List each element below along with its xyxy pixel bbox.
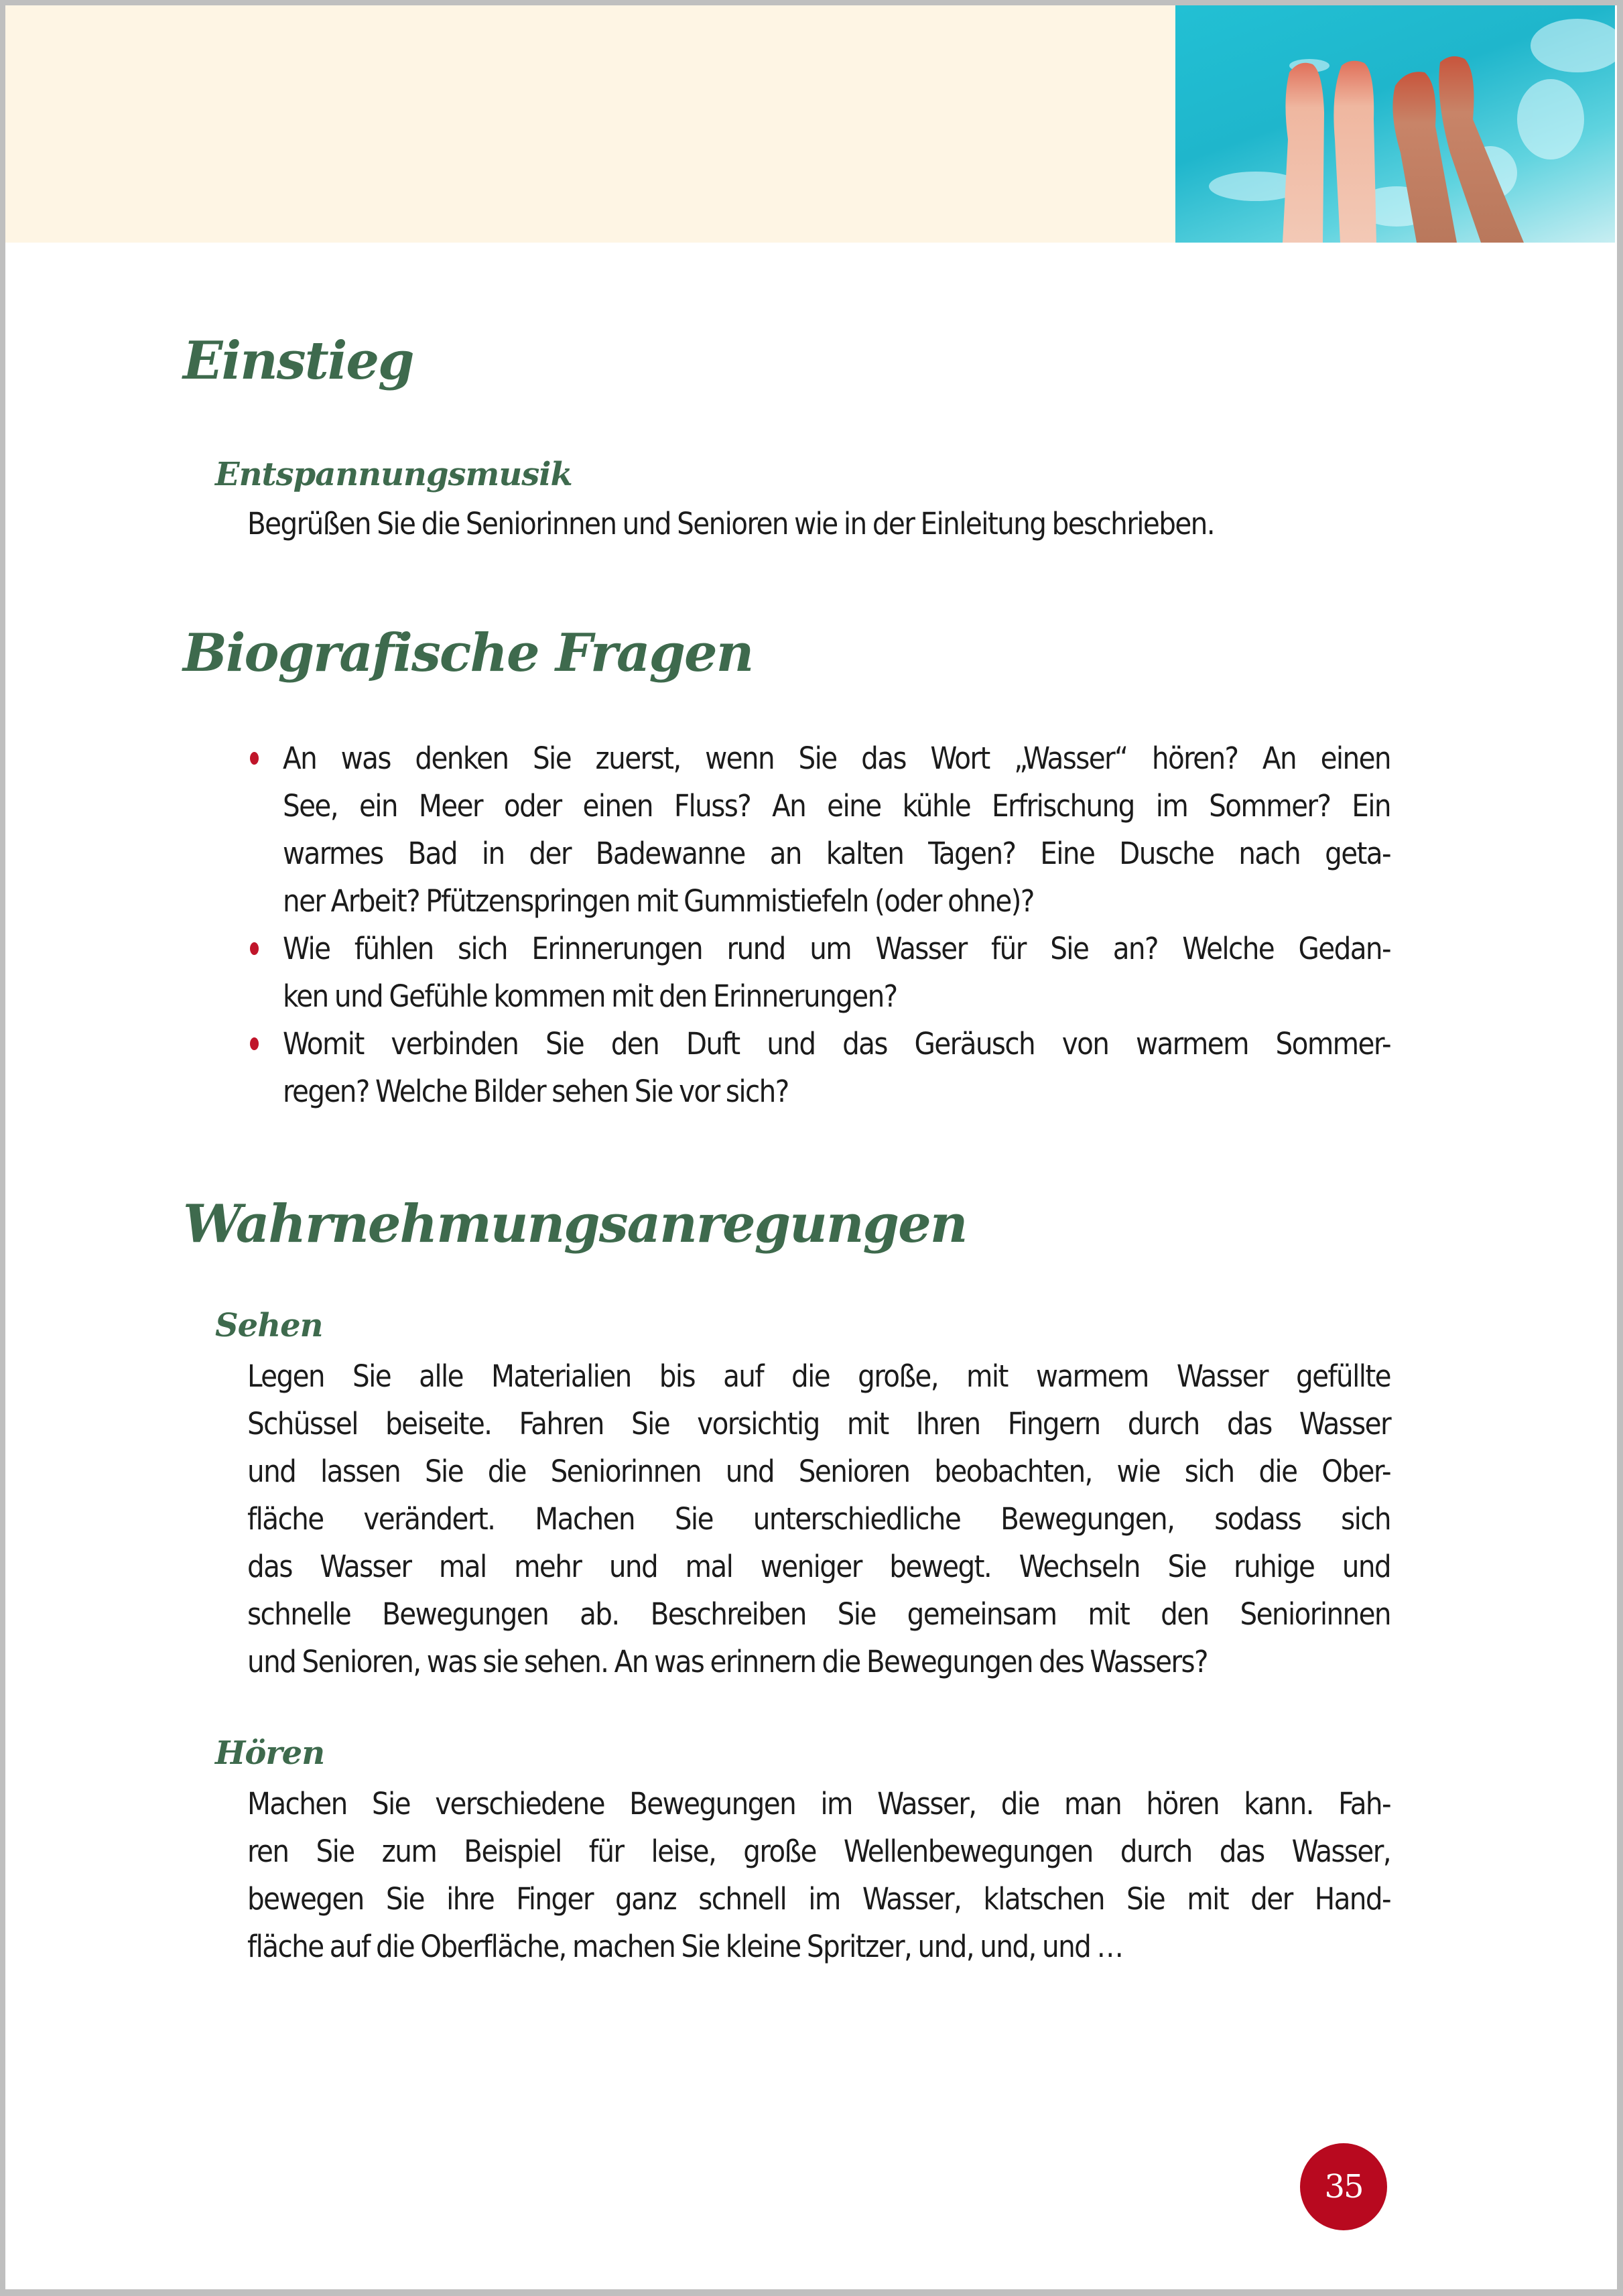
question-list [247, 735, 1390, 1115]
heading-einstieg: Einstieg [183, 330, 413, 391]
subheading-sehen: Sehen [215, 1307, 323, 1344]
subheading-entspannungsmusik: Entspannungsmusik [215, 456, 572, 493]
document-page [5, 5, 1617, 2289]
text-line: fläche auf die Oberfläche, machen Sie kleine Spritzer, und, und, und … [247, 1929, 1123, 1964]
list-item [247, 735, 1390, 925]
text-line: bewegen Sie ihre Finger ganz schnell im Wasser, klatschen Sie mit der Hand- [247, 1881, 1390, 1917]
subheading-hoeren: Hören [215, 1734, 325, 1772]
bullet-icon [250, 942, 259, 955]
text-line: Womit verbinden Sie den Duft und das Geräusch von warmem Sommer- [283, 1026, 1390, 1062]
text-line: schnelle Bewegungen ab. Beschreiben Sie gemeinsam mit den Seniorinnen [247, 1596, 1390, 1632]
bullet-icon [250, 1037, 259, 1050]
text-line: warmes Bad in der Badewanne an kalten Tagen? Eine Dusche nach geta- [283, 836, 1390, 871]
text-line: See, ein Meer oder einen Fluss? An eine kühle Erfrischung im Sommer? Ein [283, 788, 1390, 824]
text-line: regen? Welche Bilder sehen Sie vor sich? [283, 1074, 789, 1109]
text-line: und lassen Sie die Seniorinnen und Senioren beobachten, wie sich die Ober- [247, 1454, 1390, 1489]
text-line: fläche verändert. Machen Sie unterschiedliche Bewegungen, sodass sich [247, 1501, 1390, 1537]
list-item [247, 1020, 1390, 1115]
text-line: das Wasser mal mehr und mal weniger bewegt. Wechseln Sie ruhige und [247, 1549, 1390, 1584]
heading-wahrnehmungsanregungen: Wahrnehmungsanregungen [183, 1194, 967, 1255]
text-line: Begrüßen Sie die Seniorinnen und Senioren wie in der Einleitung beschrieben. [247, 506, 1214, 541]
paragraph-entspannungsmusik [247, 500, 1390, 548]
paragraph-hoeren [247, 1780, 1390, 1970]
text-line: ken und Gefühle kommen mit den Erinnerungen? [283, 978, 897, 1014]
header-photo-feet-in-water [1175, 5, 1615, 243]
feet-in-water-illustration [1175, 5, 1615, 243]
bullet-icon [250, 752, 259, 765]
text-line: An was denken Sie zuerst, wenn Sie das Wort „Wasser“ hören? An einen [283, 741, 1390, 776]
page-number: 35 [1324, 2168, 1363, 2206]
text-line: ren Sie zum Beispiel für leise, große Wellenbewegungen durch das Wasser, [247, 1834, 1390, 1869]
header-band [5, 5, 1175, 243]
text-line: ner Arbeit? Pfützenspringen mit Gummistiefeln (oder ohne)? [283, 883, 1034, 919]
page-number-badge [1300, 2143, 1387, 2230]
paragraph-sehen [247, 1352, 1390, 1685]
list-item [247, 925, 1390, 1020]
text-line: Wie fühlen sich Erinnerungen rund um Wasser für Sie an? Welche Gedan- [283, 931, 1390, 966]
text-line: Legen Sie alle Materialien bis auf die große, mit warmem Wasser gefüllte [247, 1358, 1390, 1394]
heading-biografische-fragen: Biografische Fragen [183, 623, 753, 684]
text-line: Machen Sie verschiedene Bewegungen im Wasser, die man hören kann. Fah- [247, 1786, 1390, 1822]
text-line: Schüssel beiseite. Fahren Sie vorsichtig mit Ihren Fingern durch das Wasser [247, 1406, 1390, 1442]
text-line: und Senioren, was sie sehen. An was erinnern die Bewegungen des Wassers? [247, 1644, 1208, 1679]
